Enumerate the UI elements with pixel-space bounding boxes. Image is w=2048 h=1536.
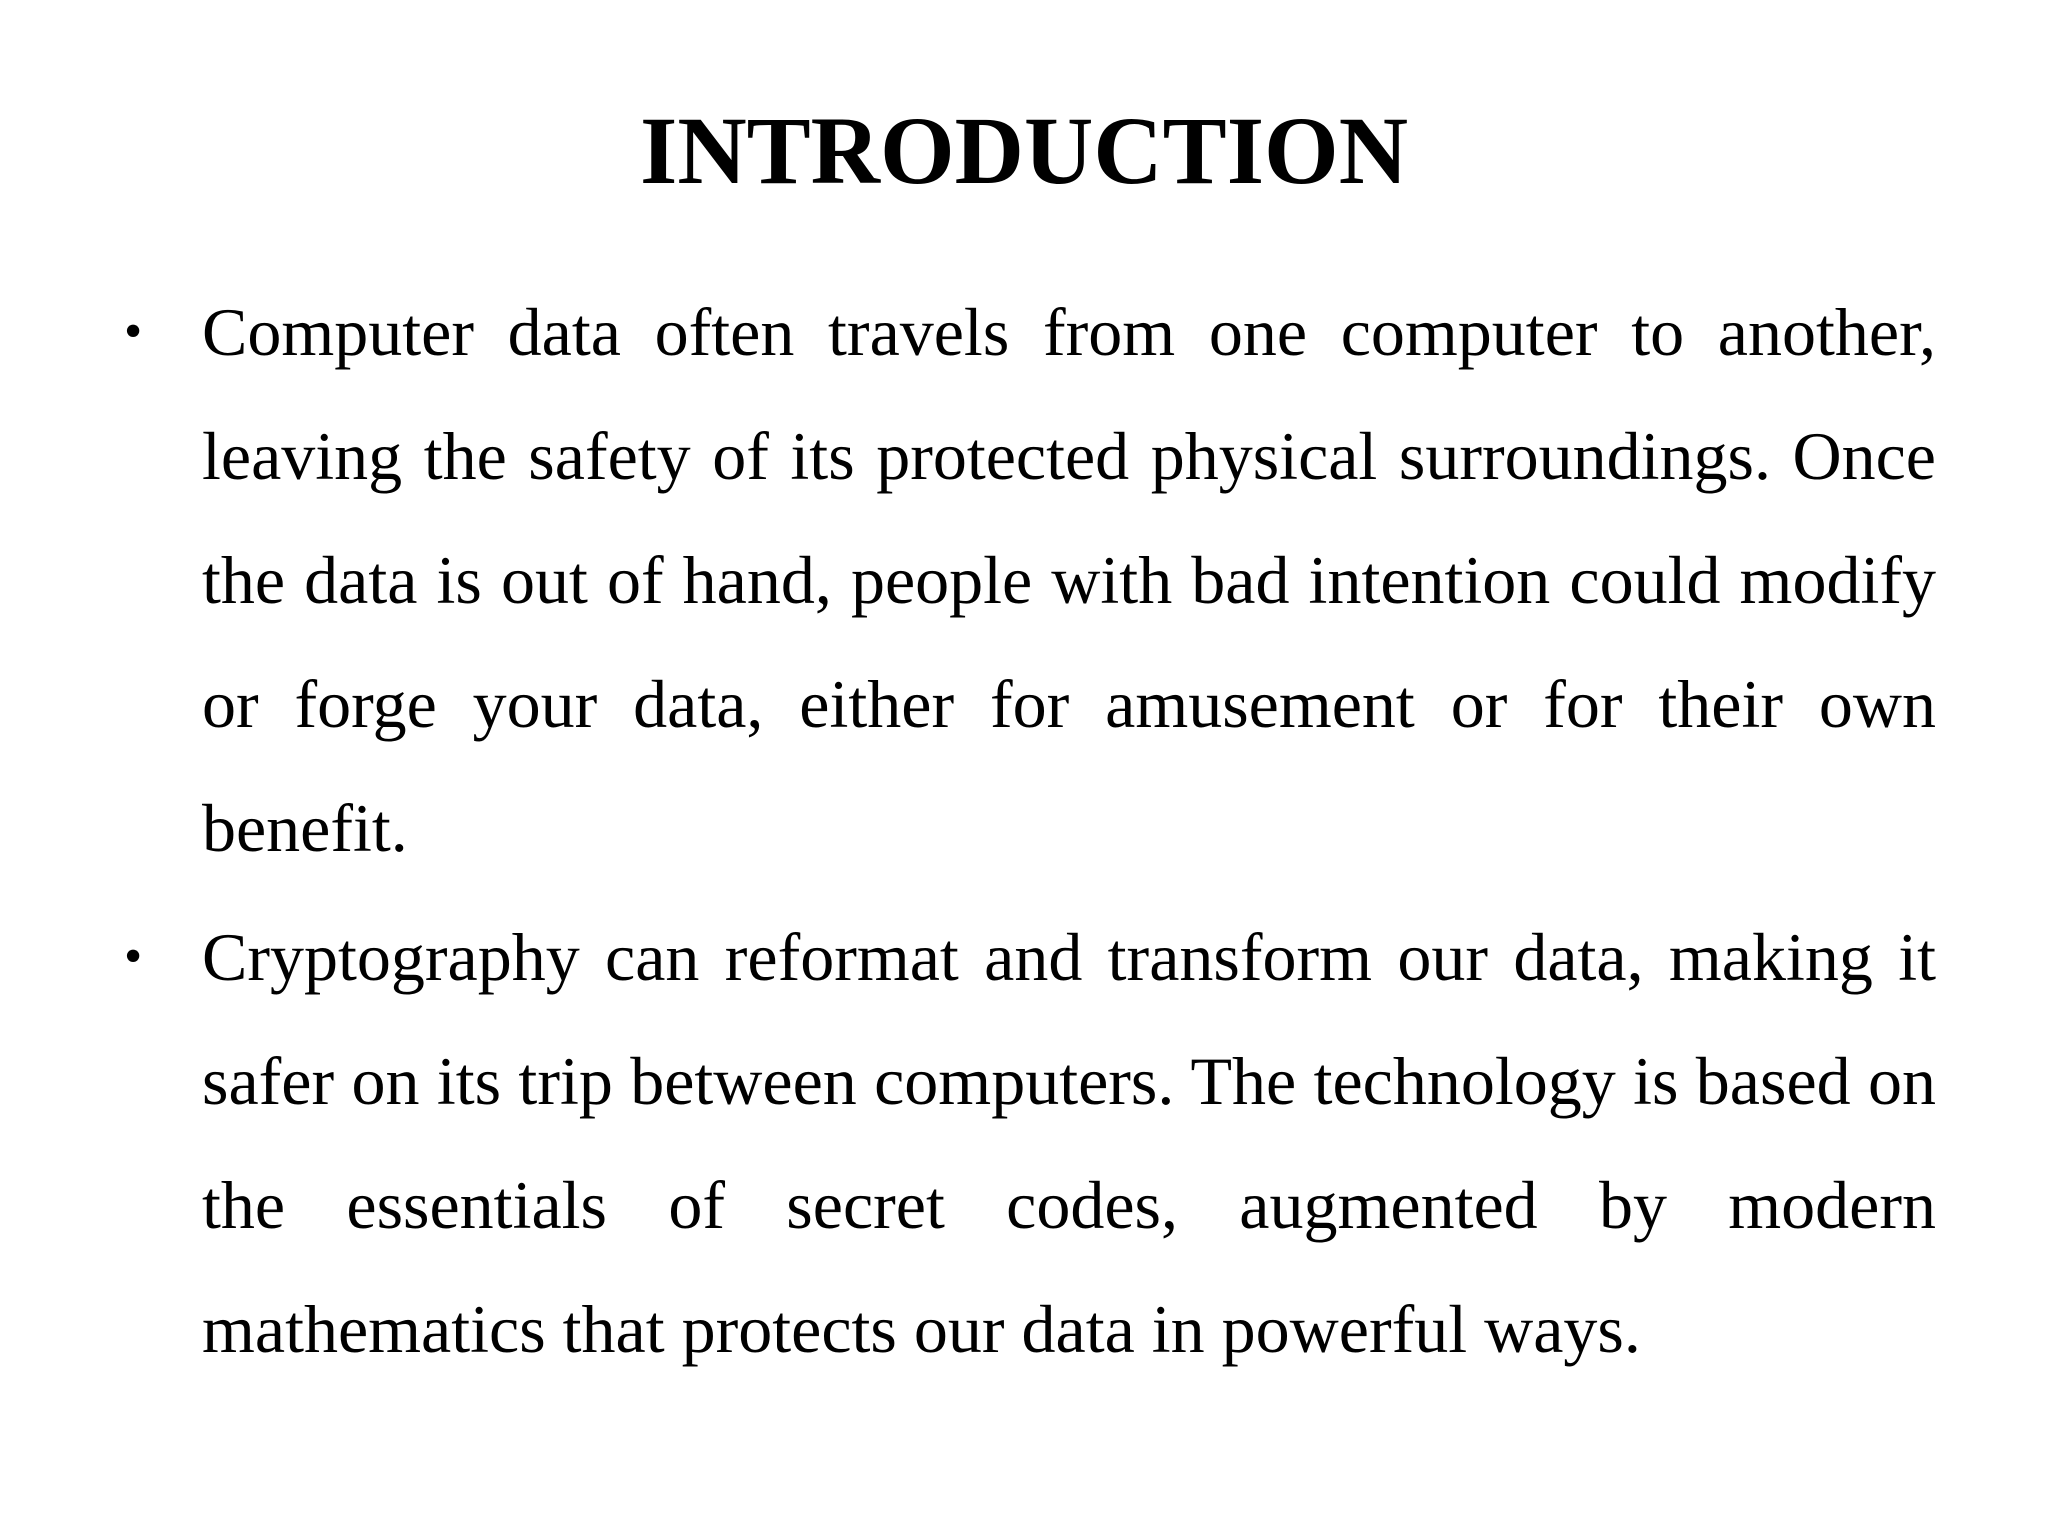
bullet-text: Computer data often travels from one computer to another, leaving the safety of its protected physical surroundings. Once the data is out of hand, people with bad intention could modify or forge your data, either for amusement or for their own benefit. [202,294,1936,866]
bullet-icon: • [124,928,143,985]
bullet-item [116,270,1936,890]
bullet-list [116,270,1936,1396]
bullet-text: Cryptography can reformat and transform our data, making it safer on its trip between computers. The technology is based on the essentials of secret codes, augmented by modern mathematics that protects our data in powerful ways. [202,919,1936,1367]
bullet-icon: • [124,303,143,360]
bullet-item [116,895,1936,1391]
slide-title: INTRODUCTION [639,97,1409,204]
